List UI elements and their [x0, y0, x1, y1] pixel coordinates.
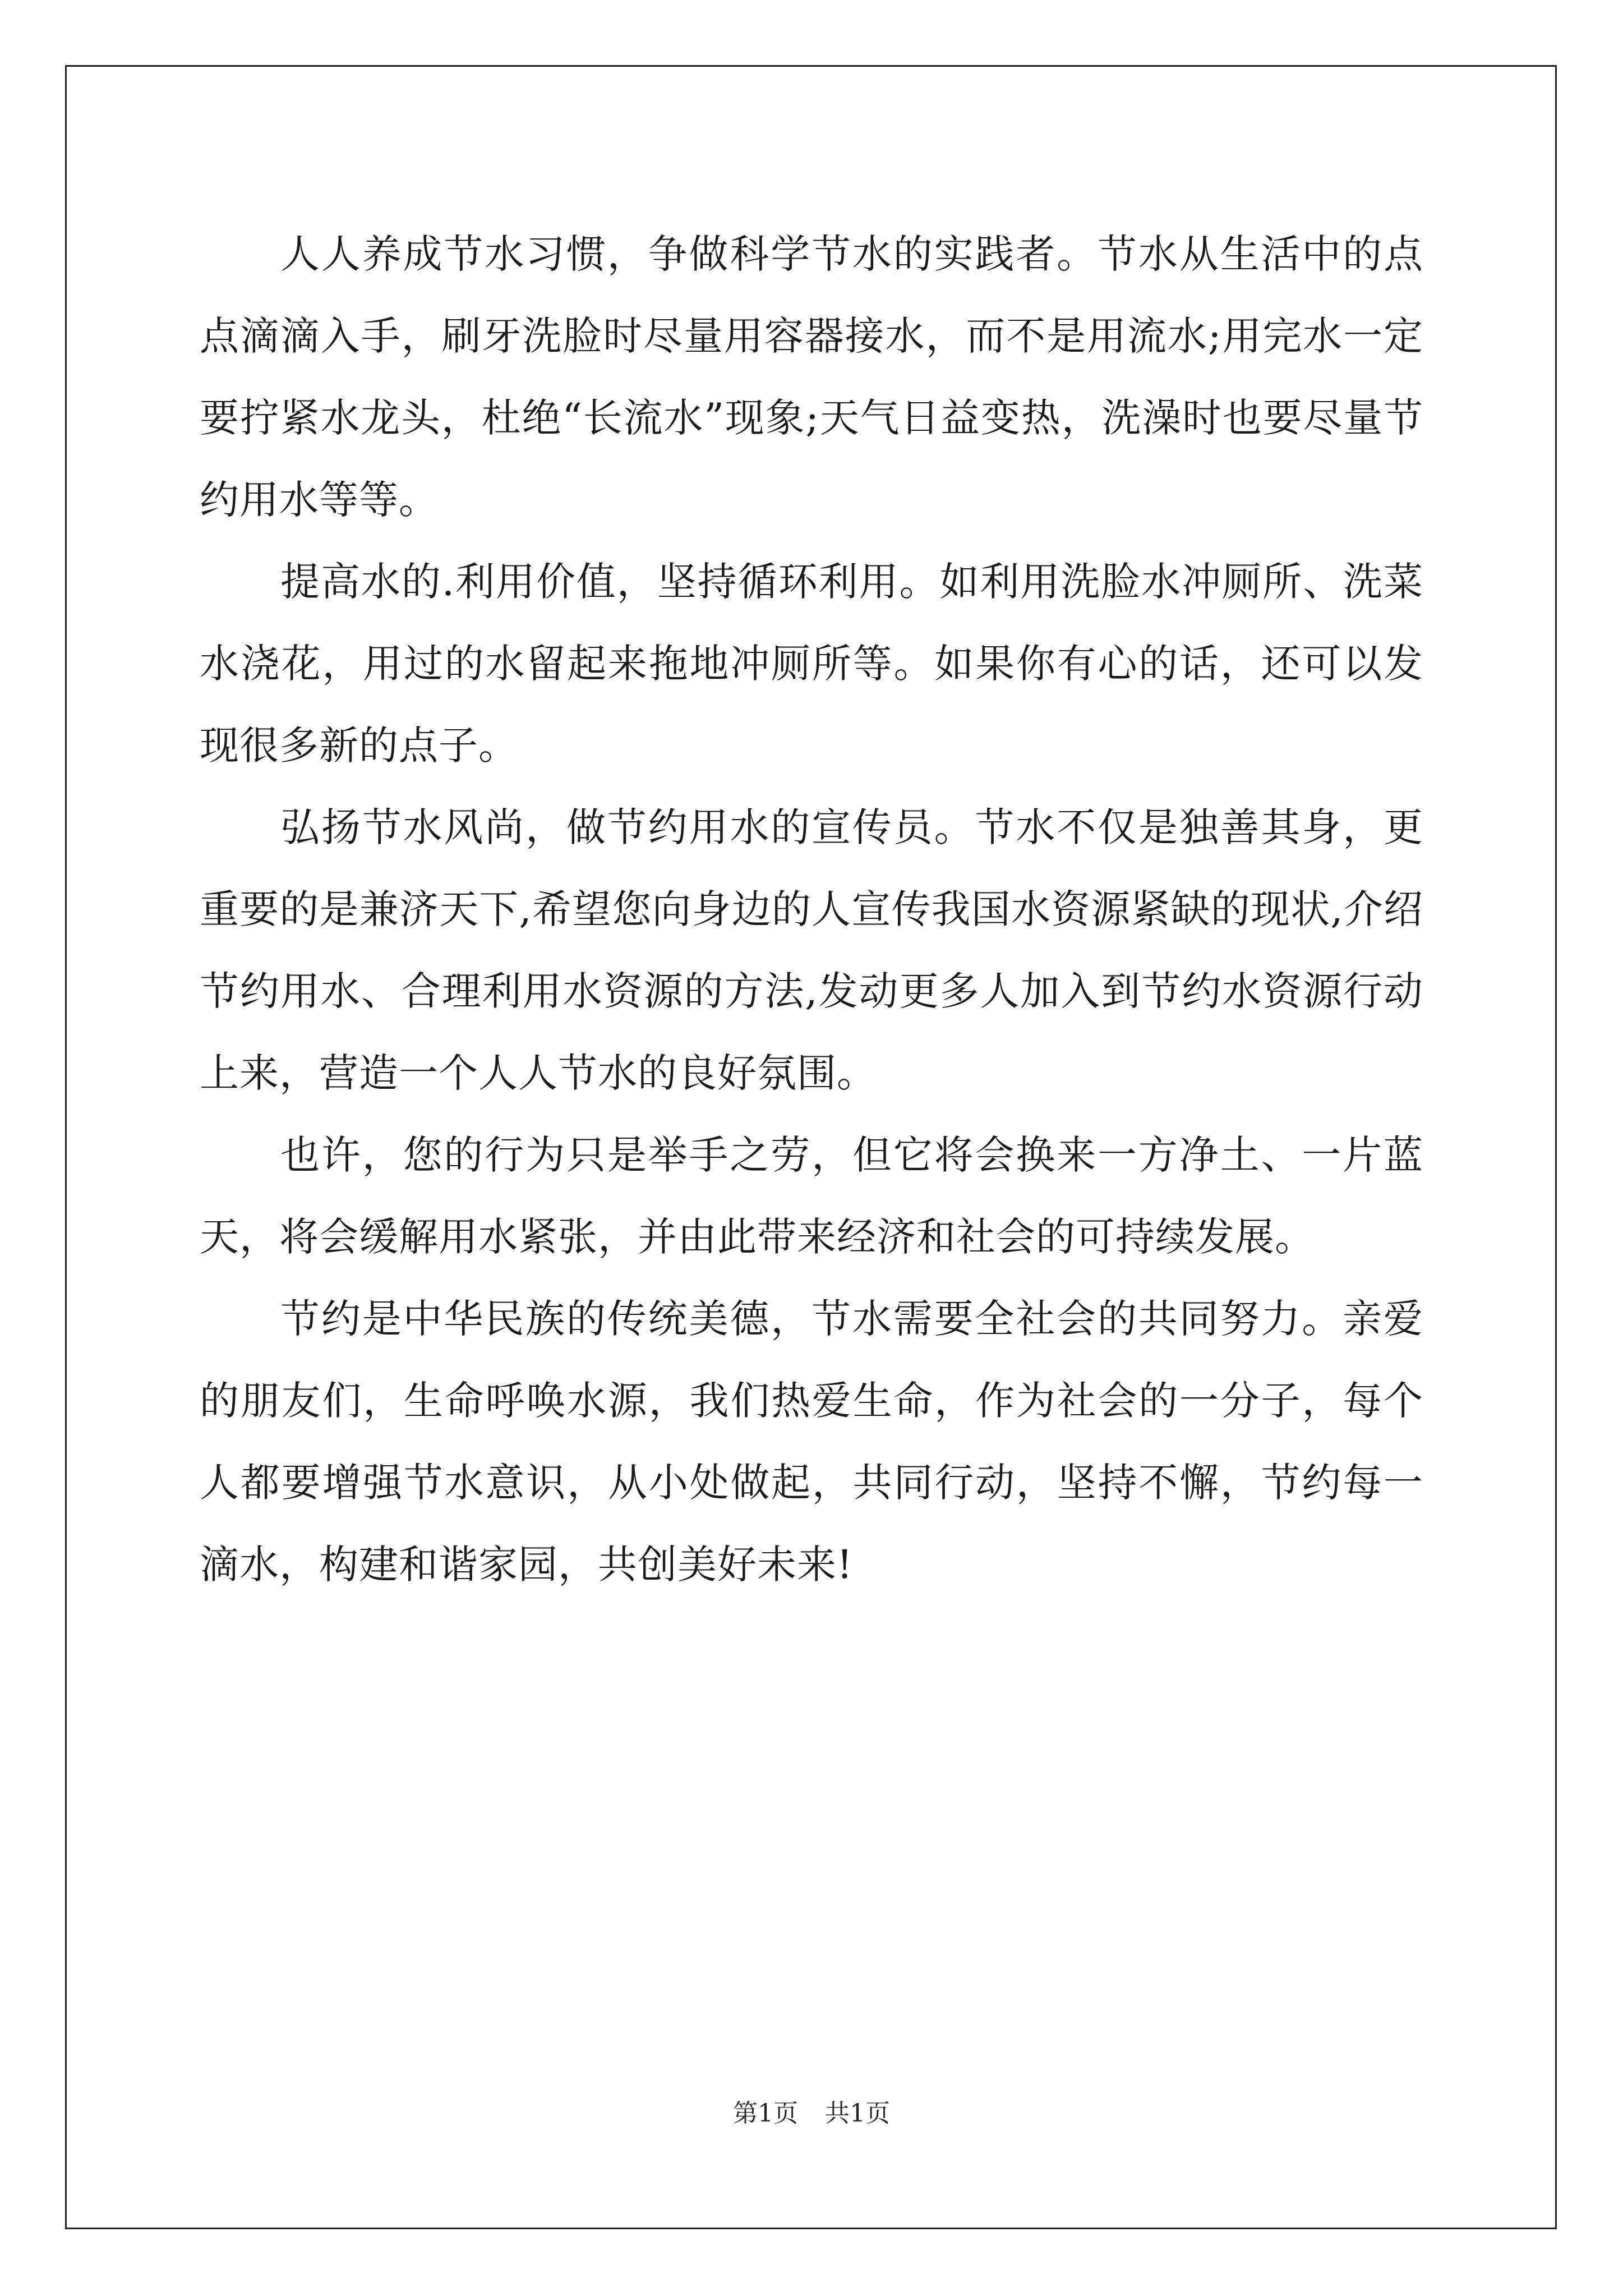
document-body — [200, 213, 1423, 1605]
page-number-current: 第1页 — [733, 2099, 798, 2128]
paragraph-1: 人人养成节水习惯，争做科学节水的实践者。节水从生活中的点点滴滴入手，刷牙洗脸时尽量用容器接水，而不是用流水;用完水一定要拧紧水龙头，杜绝“长流水”现象;天气日益变热，洗澡时也要尽量节约用水等等。 — [200, 231, 1423, 523]
paragraph-3: 弘扬节水风尚，做节约用水的宣传员。节水不仅是独善其身，更重要的是兼济天下,希望您向身边的人宣传我国水资源紧缺的现状,介绍节约用水、合理利用水资源的方法,发动更多人加入到节约水资源行动上来，营造一个人人节水的良好氛围。 — [200, 804, 1424, 1096]
page-number-total: 共1页 — [825, 2099, 890, 2128]
paragraph-4: 也许，您的行为只是举手之劳，但它将会换来一方净土、一片蓝天，将会缓解用水紧张，并由此带来经济和社会的可持续发展。 — [200, 1132, 1423, 1260]
paragraph-5: 节约是中华民族的传统美德，节水需要全社会的共同努力。亲爱的朋友们，生命呼唤水源，我们热爱生命，作为社会的一分子，每个人都要增强节水意识，从小处做起，共同行动，坚持不懈，节约每一滴水，构建和谐家园，共创美好未来! — [200, 1296, 1423, 1588]
paragraph-2: 提高水的.利用价值，坚持循环利用。如利用洗脸水冲厕所、洗菜水浇花，用过的水留起来拖地冲厕所等。如果你有心的话，还可以发现很多新的点子。 — [200, 559, 1423, 769]
page-footer — [0, 2097, 1623, 2131]
